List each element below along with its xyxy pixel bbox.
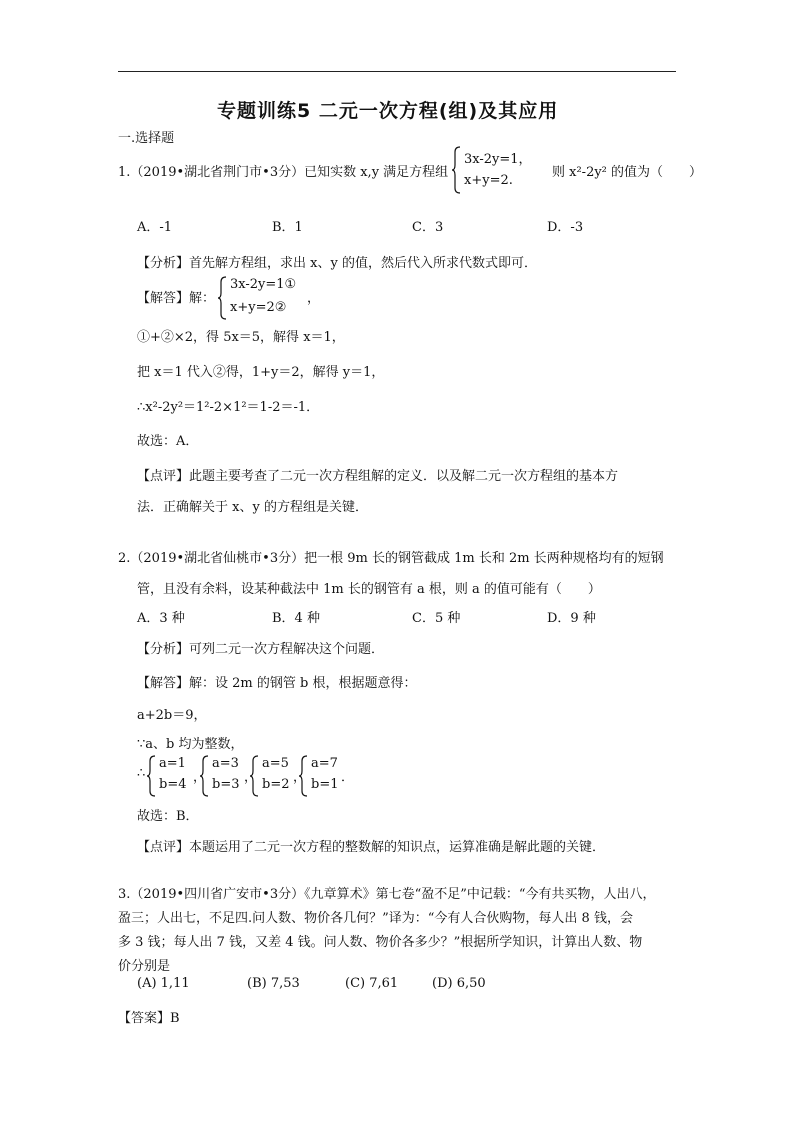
q1-choose: 故选：A． (137, 434, 199, 449)
q2-option-d: D．9 种 (547, 611, 596, 626)
q2-comma: ， (193, 770, 207, 785)
q2-comma: ， (244, 770, 258, 785)
q2-comma: ， (293, 770, 307, 785)
q1-option-d: D．-3 (547, 220, 584, 235)
q1-sys-eq2: x+y=2② (230, 300, 287, 315)
left-brace-icon (299, 755, 308, 797)
q2-option-b: B．4 种 (272, 611, 320, 626)
q2-because: ∵a、b 均为整数， (137, 737, 244, 752)
q2-equation: a+2b＝9， (137, 708, 207, 723)
q2-stem-line2: 管，且没有余料，设某种截法中 1m 长的钢管有 a 根，则 a 的值可能有（ ） (137, 582, 601, 597)
q1-eq2: x+y=2. (464, 173, 513, 188)
q2-comment: 【点评】本题运用了二元一次方程的整数解的知识点，运算准确是解此题的关键． (137, 840, 606, 855)
q2-solution: 【解答】解：设 2m 的钢管 b 根，根据题意得： (137, 676, 417, 691)
q2-stem-line1: 2.（2019•湖北省仙桃市•3分）把一根 9m 长的钢管截成 1m 长和 2m 长两种规格均有的短钢 (118, 551, 664, 566)
left-brace-icon (452, 146, 461, 194)
q2-solution-pair (147, 755, 195, 797)
q2-pair1-a: a=1 (159, 756, 186, 771)
q2-pair3-a: a=5 (262, 756, 289, 771)
q1-option-b: B．1 (272, 220, 303, 235)
q2-solution-pair (299, 755, 347, 797)
q2-period: ． (341, 770, 355, 785)
left-brace-icon (250, 755, 259, 797)
q1-analysis: 【分析】首先解方程组，求出 x、y 的值，然后代入所求代数式即可． (137, 256, 537, 271)
q3-option-c: (C) 7,61 (345, 976, 399, 991)
q1-comment-line1: 【点评】此题主要考查了二元一次方程组解的定义．以及解二元一次方程组的基本方 (137, 469, 619, 484)
q1-step3: ∴x²-2y²＝1²-2×1²＝1-2＝-1． (137, 400, 320, 415)
q1-option-c: C．3 (412, 220, 444, 235)
q3-option-b: (B) 7,53 (247, 976, 300, 991)
q2-solution-pair (250, 755, 298, 797)
q1-stem-pre: 1.（2019•湖北省荆门市•3分）已知实数 x,y 满足方程组 (118, 165, 449, 180)
q3-stem-line4: 价分别是 (118, 959, 171, 974)
q1-eq1: 3x-2y=1， (464, 152, 532, 167)
q2-pair2-b: b=3 (212, 777, 240, 792)
q2-option-a: A．3 种 (137, 611, 185, 626)
q3-option-a: (A) 1,11 (137, 976, 190, 991)
q2-choose: 故选：B． (137, 809, 199, 824)
q1-option-a: A．-1 (137, 220, 173, 235)
q2-pair4-b: b=1 (311, 777, 339, 792)
q2-solution-pair (200, 755, 248, 797)
q1-solution-label: 【解答】解： (137, 291, 216, 306)
q1-stem-post: 则 x²-2y² 的值为（ ） (552, 165, 703, 180)
left-brace-icon (147, 755, 156, 797)
q3-stem-line2: 盈三；人出七，不足四.问人数、物价各几何？”译为：“今有人合伙购物，每人出 8 钱，会 (118, 911, 633, 926)
section-heading: 一.选择题 (118, 131, 175, 146)
q3-option-d: (D) 6,50 (432, 976, 486, 991)
q2-option-c: C．5 种 (412, 611, 461, 626)
q2-pair4-a: a=7 (311, 756, 338, 771)
left-brace-icon (200, 755, 209, 797)
q2-analysis: 【分析】可列二元一次方程解决这个问题． (137, 642, 385, 657)
page-title: 专题训练5 二元一次方程(组)及其应用 (217, 100, 559, 122)
q3-stem-line1: 3.（2019•四川省广安市•3分）《九章算术》第七卷“盈不足”中记载：“今有共买物，人出八， (118, 887, 656, 902)
q1-step1: ①+②×2，得 5x＝5，解得 x＝1， (137, 330, 345, 345)
q1-step2: 把 x＝1 代入②得，1+y＝2，解得 y＝1， (137, 365, 385, 380)
q2-therefore: ∴ (137, 766, 146, 781)
left-brace-icon (218, 276, 227, 320)
q3-answer: 【答案】B (118, 1011, 180, 1026)
q1-equation-system (452, 146, 542, 194)
q1-comment-line2: 法．正确解关于 x、y 的方程组是关键． (137, 500, 368, 515)
q1-sys-eq1: 3x-2y=1① (230, 277, 297, 292)
q3-stem-line3: 多 3 钱；每人出 7 钱，又差 4 钱。问人数、物价各多少？”根据所学知识，计算出人数、物 (118, 935, 643, 950)
q2-pair1-b: b=4 (159, 777, 187, 792)
header-rule (118, 71, 676, 72)
q1-sys-comma: ， (307, 291, 321, 306)
q2-pair2-a: a=3 (212, 756, 239, 771)
q2-pair3-b: b=2 (262, 777, 290, 792)
